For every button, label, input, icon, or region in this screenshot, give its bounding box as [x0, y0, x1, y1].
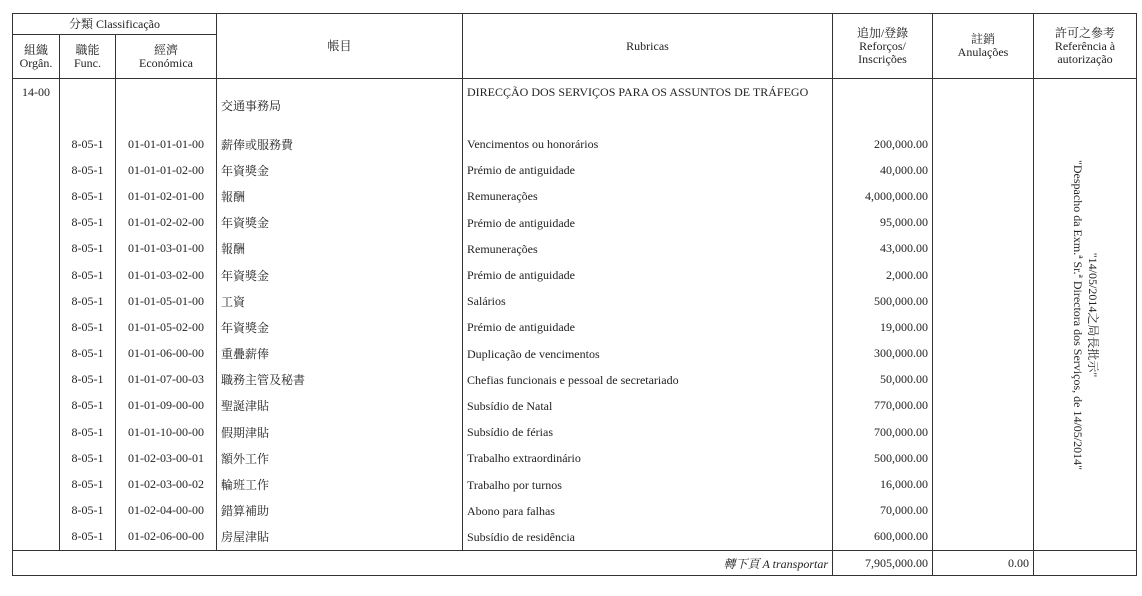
- row-functional: 8-05-1: [60, 262, 116, 288]
- budget-item-row: [13, 314, 1137, 340]
- row-anulacoes: [933, 498, 1034, 524]
- row-economic: 01-01-02-02-00: [116, 210, 217, 236]
- row-name-zh: 年資獎金: [217, 262, 463, 288]
- budget-table: [12, 13, 1137, 576]
- row-anulacoes: [933, 341, 1034, 367]
- economica-zh: 經濟: [153, 42, 178, 57]
- budget-item-row: [13, 210, 1137, 236]
- row-organica: [13, 393, 60, 419]
- row-name-zh: 年資獎金: [217, 210, 463, 236]
- row-name-zh: 職務主管及秘書: [217, 367, 463, 393]
- total-row: [13, 551, 1137, 576]
- row-name-zh: 重疊薪俸: [217, 341, 463, 367]
- row-reforcos: 19,000.00: [833, 314, 933, 340]
- row-economic: 01-01-07-00-03: [116, 367, 217, 393]
- row-economic: 01-01-05-01-00: [116, 288, 217, 314]
- row-functional: 8-05-1: [60, 524, 116, 551]
- row-name-zh: 額外工作: [217, 445, 463, 471]
- row-economic: 01-01-06-00-00: [116, 341, 217, 367]
- department-func: [60, 79, 116, 132]
- transport-label: 轉下頁 A transportar: [13, 551, 833, 576]
- row-functional: 8-05-1: [60, 341, 116, 367]
- budget-item-row: [13, 445, 1137, 471]
- row-reforcos: 40,000.00: [833, 157, 933, 183]
- row-name-pt: Subsídio de residência: [463, 524, 833, 551]
- row-anulacoes: [933, 367, 1034, 393]
- row-name-zh: 薪俸或服務費: [217, 131, 463, 157]
- organica-zh: 組織: [23, 42, 48, 57]
- row-economic: 01-01-10-00-00: [116, 419, 217, 445]
- referencia-zh: 許可之參考: [1054, 25, 1115, 40]
- row-functional: 8-05-1: [60, 210, 116, 236]
- row-reforcos: 2,000.00: [833, 262, 933, 288]
- row-anulacoes: [933, 445, 1034, 471]
- authorization-line2: "Despacho da Exm.ª Sr.ª Directora dos Serviços, de 14/05/2014": [1071, 159, 1085, 470]
- row-functional: 8-05-1: [60, 236, 116, 262]
- row-name-pt: Subsídio de Natal: [463, 393, 833, 419]
- row-economic: 01-02-06-00-00: [116, 524, 217, 551]
- organica-pt: Orgân.: [19, 55, 53, 70]
- total-anulacoes: 0.00: [933, 551, 1034, 576]
- row-functional: 8-05-1: [60, 131, 116, 157]
- classificacao-header: 分類 Classificação: [13, 14, 217, 35]
- budget-item-row: [13, 262, 1137, 288]
- row-anulacoes: [933, 393, 1034, 419]
- row-economic: 01-01-01-01-00: [116, 131, 217, 157]
- reforcos-zh: 追加/登錄: [856, 25, 909, 40]
- economica-pt: Económica: [139, 55, 193, 70]
- row-name-pt: Chefias funcionais e pessoal de secretariado: [463, 367, 833, 393]
- row-name-zh: 聖誕津貼: [217, 393, 463, 419]
- row-economic: 01-01-03-02-00: [116, 262, 217, 288]
- row-organica: [13, 131, 60, 157]
- row-name-zh: 房屋津貼: [217, 524, 463, 551]
- department-name-pt: DIRECÇÃO DOS SERVIÇOS PARA OS ASSUNTOS DE TRÁFEGO: [463, 79, 833, 132]
- department-name-zh: 交通事務局: [217, 79, 463, 132]
- row-functional: 8-05-1: [60, 471, 116, 497]
- rubrica-zh-header: 帳目: [217, 14, 463, 79]
- reforcos-pt2: Inscrições: [858, 51, 907, 66]
- row-organica: [13, 498, 60, 524]
- row-economic: 01-02-03-00-01: [116, 445, 217, 471]
- row-organica: [13, 419, 60, 445]
- row-reforcos: 70,000.00: [833, 498, 933, 524]
- total-reforcos: 7,905,000.00: [833, 551, 933, 576]
- row-anulacoes: [933, 210, 1034, 236]
- row-name-pt: Remunerações: [463, 236, 833, 262]
- row-anulacoes: [933, 419, 1034, 445]
- referencia-pt1: Referência à: [1054, 38, 1116, 53]
- row-organica: [13, 157, 60, 183]
- total-referencia: [1034, 551, 1137, 576]
- row-economic: 01-01-02-01-00: [116, 183, 217, 209]
- reforcos-pt1: Reforços/: [859, 38, 906, 53]
- row-organica: [13, 262, 60, 288]
- referencia-pt2: autorização: [1057, 51, 1113, 66]
- row-reforcos: 16,000.00: [833, 471, 933, 497]
- row-name-pt: Prémio de antiguidade: [463, 262, 833, 288]
- row-name-pt: Subsídio de férias: [463, 419, 833, 445]
- row-anulacoes: [933, 314, 1034, 340]
- row-anulacoes: [933, 471, 1034, 497]
- row-organica: [13, 288, 60, 314]
- row-reforcos: 4,000,000.00: [833, 183, 933, 209]
- row-functional: 8-05-1: [60, 419, 116, 445]
- row-name-zh: 輪班工作: [217, 471, 463, 497]
- row-economic: 01-01-01-02-00: [116, 157, 217, 183]
- budget-item-row: [13, 367, 1137, 393]
- row-functional: 8-05-1: [60, 183, 116, 209]
- row-functional: 8-05-1: [60, 393, 116, 419]
- row-reforcos: 200,000.00: [833, 131, 933, 157]
- row-reforcos: 700,000.00: [833, 419, 933, 445]
- row-organica: [13, 236, 60, 262]
- row-organica: [13, 314, 60, 340]
- row-organica: [13, 367, 60, 393]
- row-economic: 01-02-03-00-02: [116, 471, 217, 497]
- budget-item-row: [13, 131, 1137, 157]
- row-reforcos: 43,000.00: [833, 236, 933, 262]
- budget-body: [13, 79, 1137, 551]
- row-functional: 8-05-1: [60, 157, 116, 183]
- budget-item-row: [13, 524, 1137, 551]
- organica-header: [13, 35, 60, 79]
- row-reforcos: 50,000.00: [833, 367, 933, 393]
- reforcos-header: [833, 14, 933, 79]
- funcional-pt: Func.: [74, 55, 101, 70]
- budget-item-row: [13, 183, 1137, 209]
- anulacoes-zh: 註銷: [970, 32, 995, 46]
- funcional-zh: 職能: [75, 42, 100, 57]
- row-organica: [13, 445, 60, 471]
- row-name-zh: 年資獎金: [217, 157, 463, 183]
- row-name-pt: Trabalho por turnos: [463, 471, 833, 497]
- row-anulacoes: [933, 524, 1034, 551]
- row-name-zh: 假期津貼: [217, 419, 463, 445]
- funcional-header: [60, 35, 116, 79]
- budget-item-row: [13, 341, 1137, 367]
- row-reforcos: 500,000.00: [833, 288, 933, 314]
- anulacoes-header: [933, 14, 1034, 79]
- budget-item-row: [13, 236, 1137, 262]
- row-functional: 8-05-1: [60, 445, 116, 471]
- department-organica: 14-00: [13, 79, 60, 132]
- authorization-text: [1070, 159, 1100, 469]
- row-anulacoes: [933, 183, 1034, 209]
- budget-item-row: [13, 419, 1137, 445]
- department-econ: [116, 79, 217, 132]
- row-reforcos: 500,000.00: [833, 445, 933, 471]
- row-name-zh: 工資: [217, 288, 463, 314]
- row-reforcos: 300,000.00: [833, 341, 933, 367]
- row-name-pt: Prémio de antiguidade: [463, 157, 833, 183]
- budget-item-row: [13, 288, 1137, 314]
- row-functional: 8-05-1: [60, 314, 116, 340]
- row-economic: 01-01-03-01-00: [116, 236, 217, 262]
- budget-item-row: [13, 471, 1137, 497]
- row-name-zh: 年資獎金: [217, 314, 463, 340]
- row-name-zh: 報酬: [217, 183, 463, 209]
- row-reforcos: 600,000.00: [833, 524, 933, 551]
- row-reforcos: 95,000.00: [833, 210, 933, 236]
- row-name-pt: Salários: [463, 288, 833, 314]
- rubrica-pt-header: Rubricas: [463, 14, 833, 79]
- row-name-pt: Prémio de antiguidade: [463, 210, 833, 236]
- row-anulacoes: [933, 262, 1034, 288]
- row-name-pt: Duplicação de vencimentos: [463, 341, 833, 367]
- budget-footer: [13, 551, 1137, 576]
- row-name-pt: Remunerações: [463, 183, 833, 209]
- row-name-pt: Prémio de antiguidade: [463, 314, 833, 340]
- row-functional: 8-05-1: [60, 367, 116, 393]
- budget-item-row: [13, 157, 1137, 183]
- row-anulacoes: [933, 236, 1034, 262]
- row-functional: 8-05-1: [60, 498, 116, 524]
- row-organica: [13, 471, 60, 497]
- row-organica: [13, 341, 60, 367]
- department-row: [13, 79, 1137, 132]
- anulacoes-pt: Anulações: [957, 45, 1009, 59]
- row-organica: [13, 210, 60, 236]
- budget-item-row: [13, 498, 1137, 524]
- department-anulacoes: [933, 79, 1034, 132]
- row-name-pt: Trabalho extraordinário: [463, 445, 833, 471]
- row-organica: [13, 183, 60, 209]
- department-reforcos: [833, 79, 933, 132]
- authorization-cell: [1034, 79, 1137, 551]
- row-anulacoes: [933, 131, 1034, 157]
- row-name-zh: 報酬: [217, 236, 463, 262]
- row-name-pt: Abono para falhas: [463, 498, 833, 524]
- row-economic: 01-02-04-00-00: [116, 498, 217, 524]
- row-anulacoes: [933, 157, 1034, 183]
- referencia-header: [1034, 14, 1137, 79]
- row-anulacoes: [933, 288, 1034, 314]
- economica-header: [116, 35, 217, 79]
- row-name-zh: 錯算補助: [217, 498, 463, 524]
- row-economic: 01-01-05-02-00: [116, 314, 217, 340]
- row-name-pt: Vencimentos ou honorários: [463, 131, 833, 157]
- row-functional: 8-05-1: [60, 288, 116, 314]
- authorization-wrap: [1034, 79, 1136, 550]
- row-reforcos: 770,000.00: [833, 393, 933, 419]
- authorization-line1: "14/05/2014之局長批示": [1086, 252, 1100, 377]
- row-organica: [13, 524, 60, 551]
- row-economic: 01-01-09-00-00: [116, 393, 217, 419]
- budget-item-row: [13, 393, 1137, 419]
